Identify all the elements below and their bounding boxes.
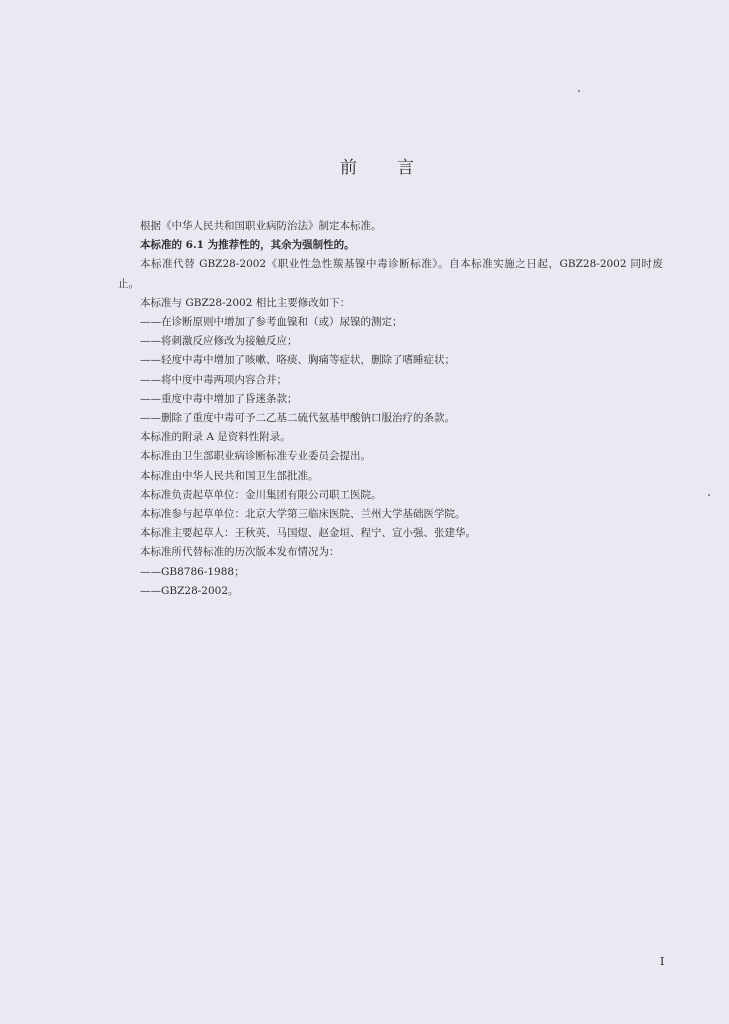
page-number: I xyxy=(660,955,665,968)
paragraph-recommended: 本标准的 6.1 为推荐性的，其余为强制性的。 xyxy=(140,239,355,252)
change-item: ——在诊断原则中增加了参考血镍和（或）尿镍的测定； xyxy=(140,316,403,329)
paragraph-drafters: 本标准主要起草人：王秋英、马国煜、赵金垣、程宁、宣小强、张建华。 xyxy=(140,527,476,540)
paragraph-appendix: 本标准的附录 A 是资料性附录。 xyxy=(140,431,291,444)
paragraph-basis: 根据《中华人民共和国职业病防治法》制定本标准。 xyxy=(140,220,382,232)
paragraph-approver: 本标准由中华人民共和国卫生部批准。 xyxy=(140,469,319,482)
scan-speck xyxy=(708,494,710,496)
scan-speck xyxy=(578,90,580,92)
preface-body xyxy=(118,217,663,601)
change-item: ——将中度中毒两项内容合并； xyxy=(140,373,287,386)
paragraph-drafting-unit: 本标准负责起草单位：金川集团有限公司职工医院。 xyxy=(140,488,382,501)
change-item: ——将刺激反应修改为接触反应； xyxy=(140,335,298,348)
change-item: ——删除了重度中毒可予二乙基二硫代氨基甲酸钠口服治疗的条款。 xyxy=(140,412,455,425)
history-item: ——GBZ28-2002。 xyxy=(140,584,239,597)
title-char-2: 言 xyxy=(397,158,414,178)
title-char-1: 前 xyxy=(340,158,357,178)
paragraph-participating-units: 本标准参与起草单位：北京大学第三临床医院、兰州大学基础医学院。 xyxy=(140,508,466,521)
paragraph-history-intro: 本标准所代替标准的历次版本发布情况为： xyxy=(140,546,340,559)
paragraph-replacement: 本标准代替 GBZ28-2002《职业性急性羰基镍中毒诊断标准》。自本标准实施之日起，GBZ28-2002 同时废止。 xyxy=(118,258,663,290)
paragraph-proposer: 本标准由卫生部职业病诊断标准专业委员会提出。 xyxy=(140,450,371,463)
change-item: ——轻度中毒中增加了咳嗽、咯痰、胸痛等症状，删除了嗜睡症状； xyxy=(140,354,455,367)
change-item: ——重度中毒中增加了昏迷条款； xyxy=(140,392,298,405)
history-item: ——GB8786-1988； xyxy=(140,565,245,578)
paragraph-changes-intro: 本标准与 GBZ28-2002 相比主要修改如下： xyxy=(140,296,351,309)
